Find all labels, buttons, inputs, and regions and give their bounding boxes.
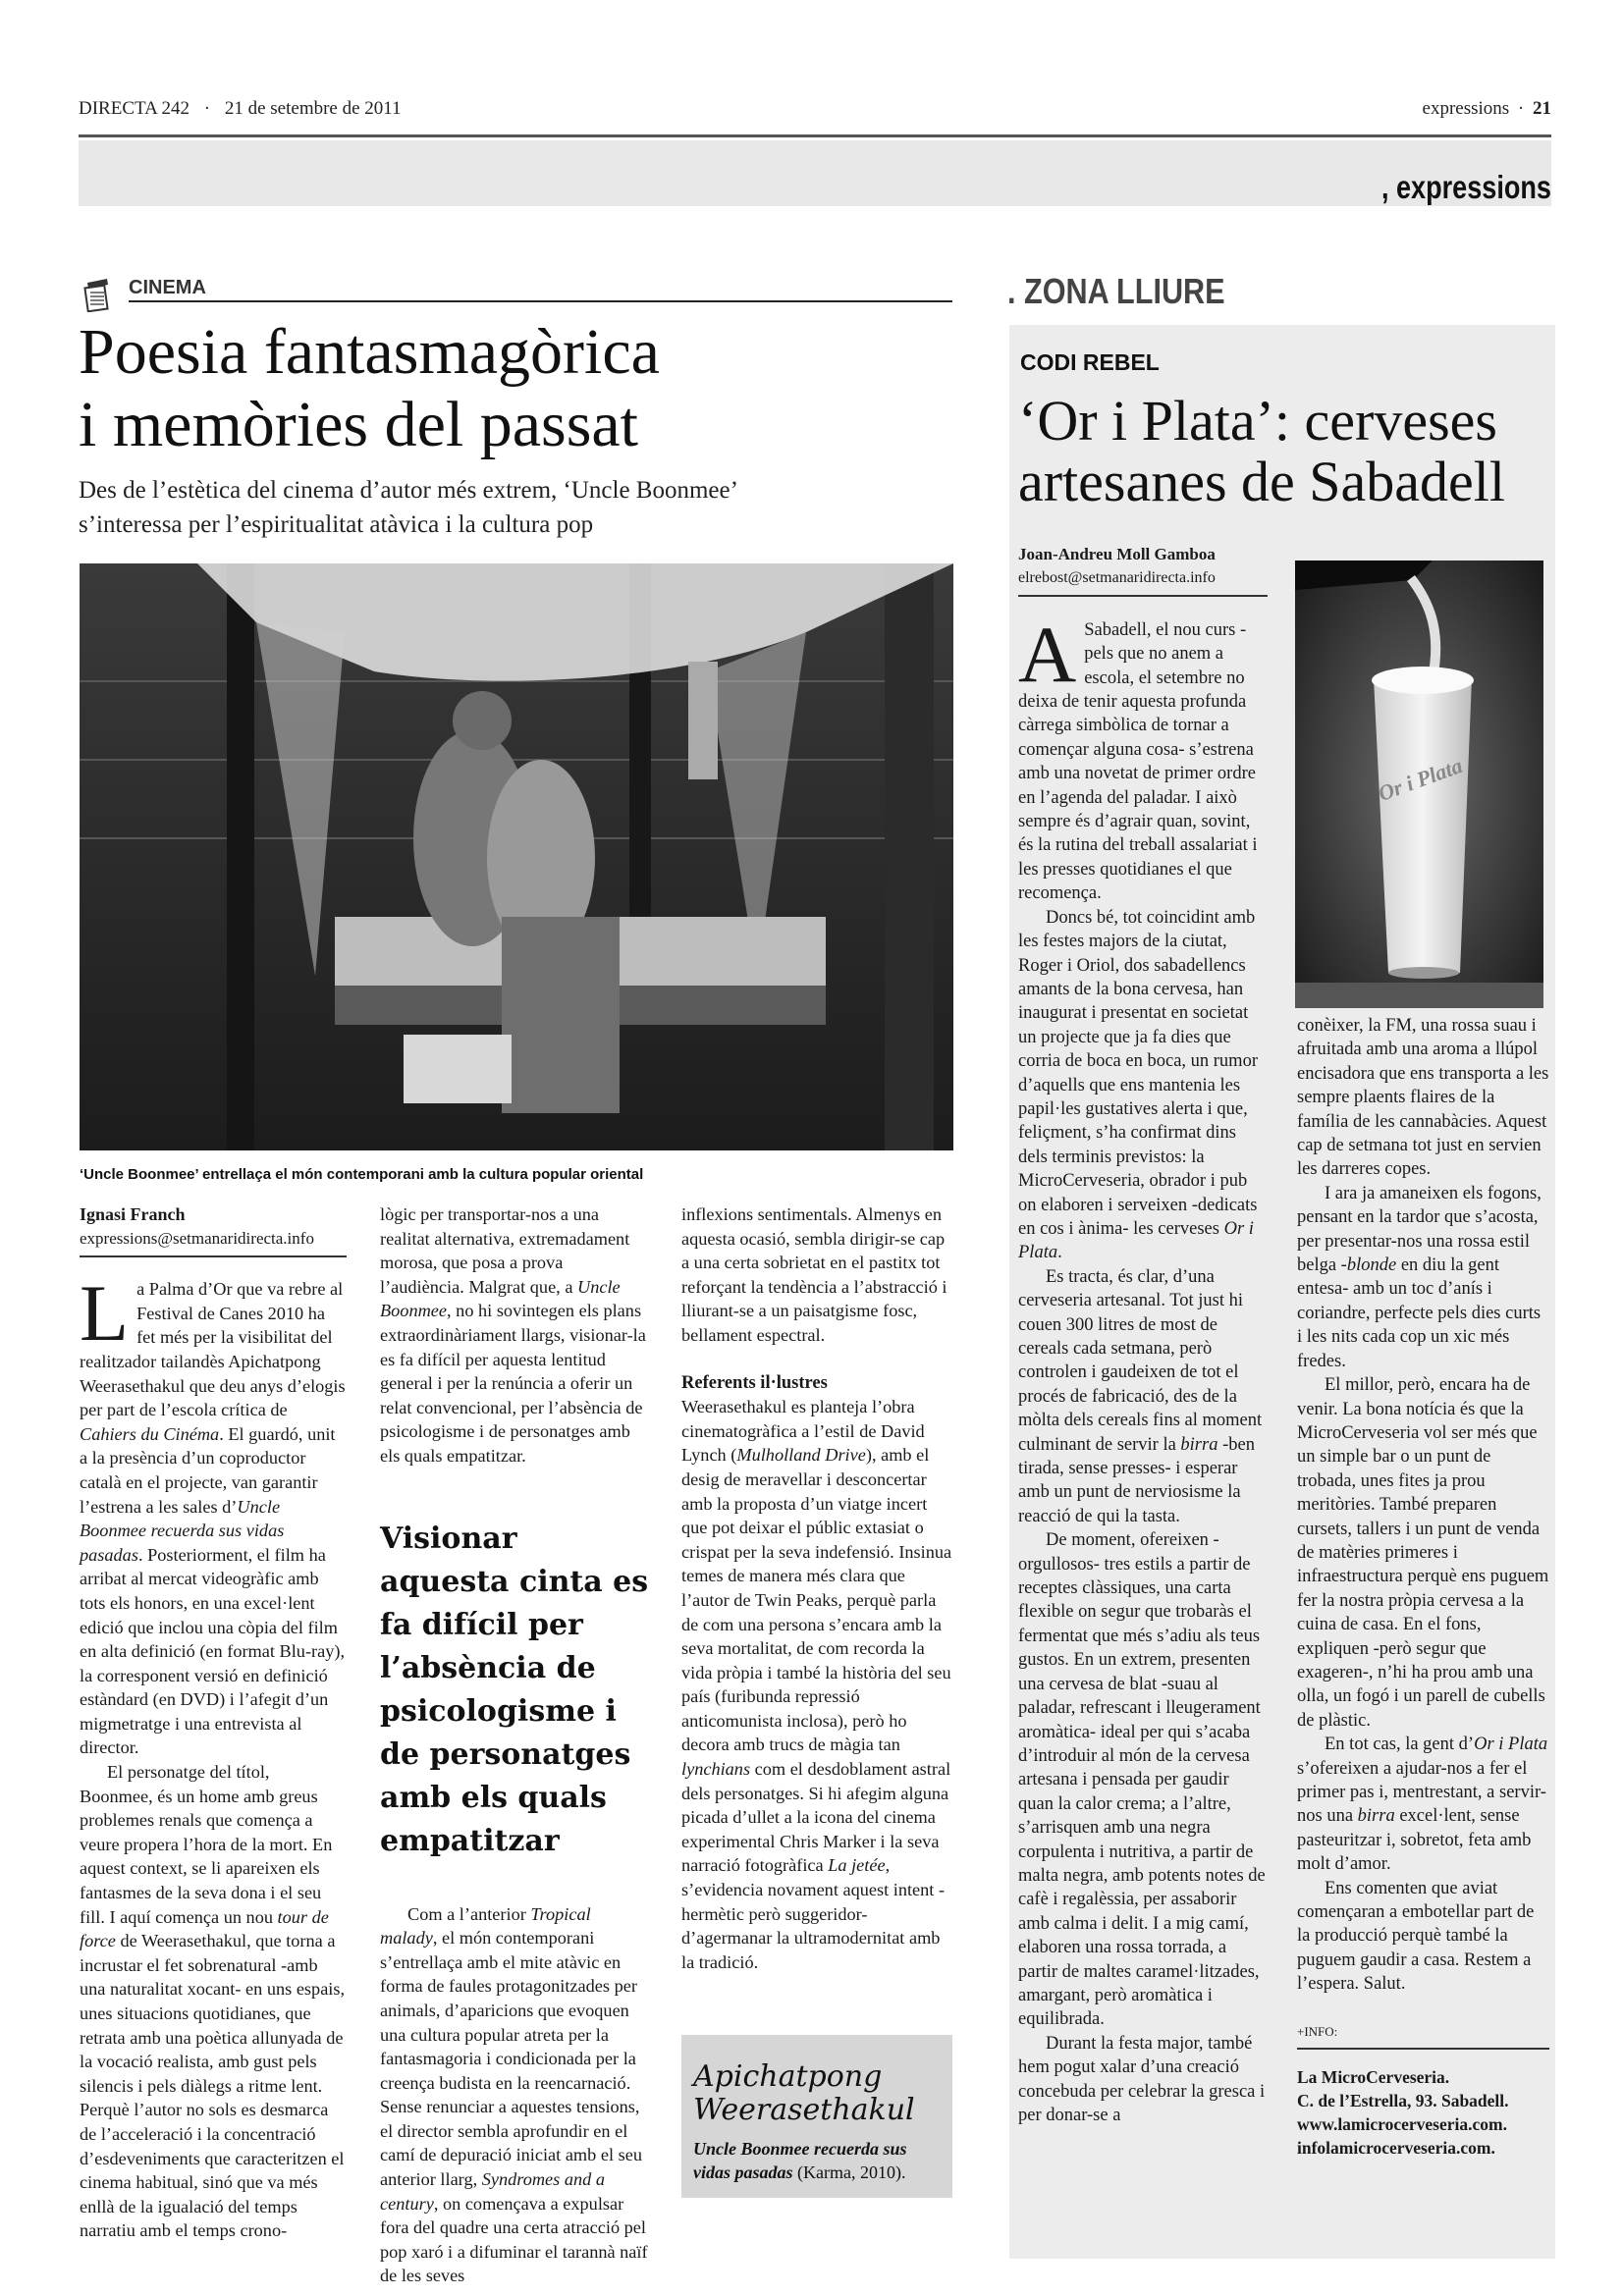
page-number: 21 — [1533, 98, 1551, 119]
article-body — [1297, 1014, 1549, 1997]
headline-line: ‘Or i Plata’: cerveses — [1018, 389, 1497, 453]
folio-separator: · — [203, 98, 211, 119]
text-run: excel·lent, sense pasteuritzar i, sobretot, feta amb molt d’amor. — [1297, 1806, 1532, 1875]
paragraph — [1018, 609, 1268, 906]
beer-glass-photo — [1295, 561, 1543, 1008]
text-run: Ens comenten que aviat començaran a embotellar part de la producció perquè també la puguem gaudir a casa. Restem a l’espera. Salut. — [1297, 1878, 1535, 1995]
italic-title: lynchians — [681, 1759, 751, 1780]
author-email[interactable]: expressions@setmanaridirecta.info — [80, 1228, 314, 1248]
cinema-headline — [79, 316, 660, 461]
paragraph — [1018, 906, 1268, 1265]
text-run: Es tracta, és clar, d’una cerveseria artesanal. Tot just hi couen 300 litres de most de cereals cada setmana, però controlen i gaudeixen de tot el procés de fabricació, des de la mòlta dels cereals fins al moment culminant de servir la — [1018, 1266, 1263, 1455]
headline-line: i memòries del passat — [79, 389, 639, 460]
cinema-kicker: CINEMA — [129, 277, 206, 298]
italic-title: birra — [1180, 1434, 1218, 1455]
paragraph — [681, 1395, 952, 1974]
text-run: , on començava a expulsar fora del quadre una certa atracció pel pop xaró i a difuminar el tarannà naïf de les seves — [380, 2193, 648, 2286]
text-run: De moment, ofereixen -orgullosos- tres estils a partir de receptes clàssiques, una carta flexible on segur que trobaràs el fermentat que més s’adiu als teus gustos. En un extrem, presenten una cervesa de blat -suau al paladar, refrescant i lleugerament aromàtica- ideal per qui s’acaba d’introduir al món de la cervesa artesana i pensada per gaudir quan la calor crema; a l’altre, s’arrisquen amb una negra corpulenta i nutritiva, a partir de malta negra, amb potents notes de cafè i regalèssia, per assaborir amb calma i delit. I a mig camí, elaboren una rossa torrada, a partir de maltes caramel·litzades, amargant, però aromàtica i equilibrada. — [1018, 1530, 1266, 2030]
paragraph — [380, 1202, 649, 1468]
text-run: s’ofereixen a ajudar-nos a fer el primer pas i, mentrestant, a servir-nos una — [1297, 1758, 1546, 1827]
info-label: +INFO: — [1297, 2023, 1338, 2039]
article-body — [1018, 609, 1268, 2128]
text-run: Weerasethakul es planteja l’obra cinematogràfica a l’estil de David Lynch ( — [681, 1397, 925, 1466]
text-run: , no hi sovintegen els plans extraordinàriament llargs, visionar-la es fa difícil per aquesta lentitud general i per la renúncia a oferir un relat convencional, per l’absència de psicologisme i de personatges amb els quals empatitzar. — [380, 1301, 646, 1466]
beer-column-1 — [1018, 543, 1268, 2127]
paragraph — [1297, 1373, 1549, 1733]
byline-rule — [80, 1255, 347, 1257]
text-run: . El guardó, unit a la presència d’un coproductor català en el projecte, van garantir l’estrena a les sales d’ — [80, 1423, 336, 1517]
article-body — [681, 1202, 952, 1348]
paragraph — [1297, 1182, 1549, 1373]
photo-caption: ‘Uncle Boonmee’ entrellaça el món contemporani amb la cultura popular oriental — [80, 1166, 644, 1183]
text-run: conèixer, la FM, una rossa suau i afruitada amb una aroma a llúpol encisadora que ens transporta a les sempre plaents flaires de la família de les cannabàcies. Aquest cap de setmana tot just en servien les darreres copes. — [1297, 1016, 1549, 1180]
text-run: I ara ja amaneixen els fogons, pensant en la tardor que s’acosta, per presentar-nos una rossa estil belga - — [1297, 1183, 1542, 1276]
italic-title: Or i Plata — [1018, 1218, 1254, 1263]
film-details: (Karma, 2010). — [792, 2163, 906, 2182]
headline-line: Poesia fantasmagòrica — [79, 316, 660, 388]
film-reference — [681, 2127, 952, 2184]
paragraph — [380, 1902, 649, 2289]
text-run: El millor, però, encara ha de venir. La bona notícia és que la MicroCerveseria vol ser més que un simple bar o un punt de trobada, unes fites ja prou meritòries. També preparen cursets, tallers i un punt de venda de matèries primeres i infraestructura perquè ens puguem fer la nostra pròpia cervesa a la cuina de casa. En el fons, expliquen -però segur que exageren-, n’hi ha prou amb una olla, un fogó i un parell de cubells de plàstic. — [1297, 1375, 1549, 1731]
info-block — [1297, 2065, 1549, 2160]
text-run: de Weerasethakul, que torna a incrustar el fet sobrenatural -amb una naturalitat xocant- en uns espais, unes situacions quotidianes, que retrata amb una poètica allunyada de la vocació realista, amb gust pels silencis i pels diàlegs a ritme lent. Perquè l’autor no sols es desmarca de l’acceleració i la concentració d’esdeveniments que caracteritzen el cinema habitual, sinó que va més enllà de la igualació del temps narratiu amb el temps crono- — [80, 1931, 346, 2241]
glass-logo-text: Or i Plata — [1375, 752, 1466, 806]
info-rule — [1297, 2048, 1549, 2050]
italic-title: La jetée — [828, 1855, 886, 1876]
codi-rebel-kicker: CODI REBEL — [1020, 349, 1160, 375]
italic-title: birra — [1357, 1806, 1395, 1827]
zona-lliure-section: . ZONA LLIURE — [1007, 271, 1225, 311]
text-run: lògic per transportar-nos a una realitat alternativa, extremadament morosa, que posa a prova l’audiència. Malgrat que, a — [380, 1204, 630, 1297]
italic-title: Mulholland Drive — [736, 1445, 866, 1466]
author-name: Ignasi Franch — [80, 1204, 186, 1224]
byline-rule — [1018, 595, 1268, 597]
text-run: Sabadell, el nou curs -pels que no anem a escola, el setembre no deixa de tenir aquesta profunda càrrega simbòlica de tornar a començar alguna cosa- s’estrena amb una novetat de primer ordre en l’agenda del paladar. I això sempre és d’agrair quan, sovint, és la rutina del treball assalariat i les presses quotidianes el que recomença. — [1018, 619, 1258, 904]
italic-title: Or i Plata — [1474, 1735, 1548, 1755]
film-info-box — [681, 2035, 952, 2198]
director-name — [681, 2035, 952, 2127]
italic-title: Cahiers du Cinéma — [80, 1423, 220, 1444]
article-body — [681, 1395, 952, 1974]
article-body — [380, 1202, 649, 1468]
text-run: , s’evidencia novament aquest intent -hermètic però suggeridor- d’agermanar la ultramodernitat amb la tradició. — [681, 1855, 946, 1972]
drop-cap: A — [1018, 609, 1077, 699]
text-run: com el desdoblament astral dels personatges. Si hi afegim alguna picada d’ullet a la icona del cinema experimental Chris Marker i la seva narració fotogràfica — [681, 1759, 951, 1876]
folio-separator: · — [1517, 98, 1525, 119]
deck-line: s’interessa per l’espiritualitat atàvica i la cultura pop — [79, 511, 594, 538]
paragraph — [1297, 1733, 1549, 1876]
paragraph — [681, 1202, 952, 1348]
paragraph — [1297, 1877, 1549, 1997]
cinema-column-2 — [380, 1202, 649, 2288]
paragraph — [1018, 1528, 1268, 2032]
text-run: en diu la gent entesa- amb un toc d’anís i coriandre, perfecte pels dies curts i les nits cada cop un xic més fredes. — [1297, 1255, 1542, 1371]
beer-headline — [1018, 391, 1505, 512]
paragraph — [1018, 2032, 1268, 2128]
pull-quote: Visionar aquesta cinta es fa difícil per l’absència de psicologisme i de personatges amb els quals empatitzar — [380, 1521, 649, 1858]
italic-title: Tropical malady — [380, 1903, 591, 1949]
section-name: expressions — [1422, 98, 1510, 119]
text-run: -ben tirada, sense presses- i esperar amb un punt de nerviosisme la reacció de qui la tasta. — [1018, 1434, 1255, 1526]
subheading: Referents il·lustres — [681, 1372, 828, 1393]
article-body — [80, 1268, 347, 2243]
text-run: En tot cas, la gent d’ — [1325, 1735, 1475, 1755]
kicker-rule — [129, 300, 952, 302]
text-run: , el món contemporani s’entrellaça amb el mite atàvic en forma de faules protagonitzades per animals, d’aparicions que evoquen una cultura popular atreta per la fantasmagoria i condicionada per la creença budista en la reencarnació. Sense renunciar a aquestes tensions, el director sembla aprofundir en el camí de depuració iniciat amb el seu anterior llarg, — [380, 1928, 642, 2190]
text-run: . Posteriorment, el film ha arribat al mercat videogràfic amb tots els honors, en una excel·lent edició que inclou una còpia del film en alta definició (en format Blu-ray), la corresponent versió en definició estàndard (en DVD) i l’afegit d’un migmetratge i una entrevista al director. — [80, 1544, 346, 1758]
text-run: inflexions sentimentals. Almenys en aquesta ocasió, sembla dirigir-se cap a una certa sobrietat en el pastitx tot reforçant la tendència a l’abstracció i lliurant-se a un paisatgisme fosc, bellament espectral. — [681, 1204, 947, 1345]
cinema-deck — [79, 473, 738, 542]
paragraph — [1297, 1014, 1549, 1182]
author-name: Joan-Andreu Moll Gamboa — [1018, 545, 1216, 563]
italic-title: tour de force — [80, 1906, 329, 1951]
director-first-name: Apichatpong — [693, 2059, 883, 2094]
italic-title: Uncle Boonmee recuerda sus vidas pasadas — [80, 1496, 285, 1565]
film-still-photo — [80, 563, 953, 1150]
article-body — [380, 1902, 649, 2289]
folio-left — [79, 98, 402, 120]
cinema-column-1 — [80, 1202, 347, 2243]
section-band-label: , expressions — [1381, 169, 1551, 205]
paragraph — [80, 1760, 347, 2243]
text-run: . — [1057, 1243, 1062, 1263]
italic-title: Uncle Boonmee — [380, 1276, 621, 1321]
issue-date: 21 de setembre de 2011 — [224, 98, 402, 119]
cinema-column-3 — [681, 1202, 952, 1974]
text-run: ), amb el desig de meravellar i desconcertar amb la proposta d’un viatge incert que pot deixar el públic extasiat o crispat per la seva indefensió. Insinua temes de manera més clara que l’autor de Twin Peaks, perquè parla de com una persona s’encara amb la seva mortalitat, de com recorda la vida pròpia i també la història del seu país (furibunda repressió anticomunista inclosa), però ho decora amb trucs de màgia tan — [681, 1445, 952, 1755]
venue-email[interactable]: infolamicrocerveseria.com. — [1297, 2138, 1495, 2159]
text-run: Com a l’anterior — [407, 1903, 531, 1924]
venue-address: C. de l’Estrella, 93. Sabadell. — [1297, 2091, 1509, 2111]
folio-right — [1423, 98, 1551, 120]
director-last-name: Weerasethakul — [693, 2093, 915, 2127]
section-band — [79, 140, 1551, 206]
publication-name: DIRECTA 242 — [79, 98, 190, 119]
text-run: a Palma d’Or que va rebre al Festival de Canes 2010 ha fet més per la visibilitat del realitzador tailandès Apichatpong Weerasethakul que deu anys d’elogis per part de l’escola crítica de — [80, 1279, 346, 1420]
paragraph — [80, 1268, 347, 1760]
paragraph — [1018, 1265, 1268, 1528]
headline-line: artesanes de Sabadell — [1018, 450, 1506, 513]
author-email[interactable]: elrebost@setmanaridirecta.info — [1018, 569, 1216, 587]
header-rule — [79, 134, 1551, 137]
venue-name: La MicroCerveseria. — [1297, 2067, 1450, 2088]
deck-line: Des de l’estètica del cinema d’autor més extrem, ‘Uncle Boonmee’ — [79, 477, 738, 504]
drop-cap: L — [80, 1268, 130, 1359]
text-run: Durant la festa major, també hem pogut xalar d’una creació concebuda per celebrar la gresca i per donar-se a — [1018, 2033, 1266, 2125]
italic-title: Syndromes and a century — [380, 2169, 605, 2214]
venue-website[interactable]: www.lamicrocerveseria.com. — [1297, 2114, 1507, 2135]
italic-title: blonde — [1346, 1255, 1397, 1276]
text-run: El personatge del títol, Boonmee, és un home amb greus problemes renals que comença a veure propera l’hora de la mort. En aquest context, se li apareixen els fantasmes de la seva dona i el seu fill. I aquí comença un nou — [80, 1762, 333, 1927]
film-title: Uncle Boonmee recuerda sus vidas pasadas — [693, 2139, 907, 2182]
beer-column-2 — [1297, 1014, 1549, 2160]
clapperboard-icon — [82, 277, 112, 312]
text-run: Doncs bé, tot coincidint amb les festes majors de la ciutat, Roger i Oriol, dos sabadellencs amants de la bona cervesa, han inaugurat i presentat en societat un projecte que ja fa dies que corria de boca en boca, un rumor d’aquells que ens mantenia les papil·les gustatives alerta i que, feliçment, s’ha confirmat dins dels terminis previstos: la MicroCerveseria, obrador i pub on elaboren i serveixen -dedicats en cos i ànima- les cerveses — [1018, 907, 1258, 1239]
